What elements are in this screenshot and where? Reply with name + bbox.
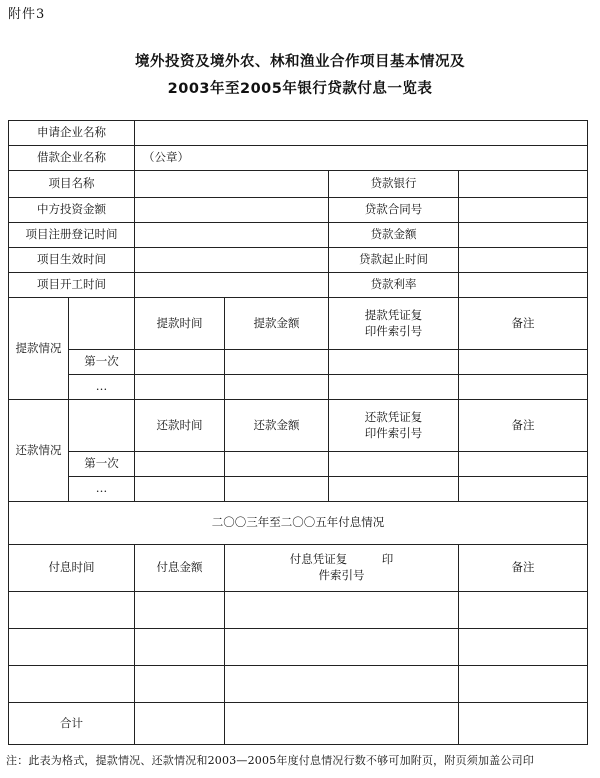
drawdown-header-blank xyxy=(69,298,135,350)
drawdown-col-remarks: 备注 xyxy=(459,298,588,350)
loan-period-value-cell[interactable] xyxy=(459,248,588,273)
interest-col-voucher: 付息凭证复 印 件索引号 xyxy=(225,545,459,592)
repayment-first-remarks-cell[interactable] xyxy=(459,452,588,477)
drawdown-more-amount-cell[interactable] xyxy=(225,375,329,400)
borrower-label: 借款企业名称 xyxy=(9,146,135,171)
drawdown-more-voucher-cell[interactable] xyxy=(329,375,459,400)
applicant-label: 申请企业名称 xyxy=(9,121,135,146)
repayment-first-voucher-cell[interactable] xyxy=(329,452,459,477)
loan-contract-label: 贷款合同号 xyxy=(329,198,459,223)
row-applicant xyxy=(9,121,588,146)
interest-2-voucher-cell[interactable] xyxy=(225,629,459,666)
row-effective-time xyxy=(9,248,588,273)
row-borrower xyxy=(9,146,588,171)
loan-rate-label: 贷款利率 xyxy=(329,273,459,298)
loan-period-label: 贷款起止时间 xyxy=(329,248,459,273)
drawdown-more-label: … xyxy=(69,375,135,400)
attachment-label: 附件3 xyxy=(8,7,46,22)
row-drawdown-header xyxy=(9,298,588,350)
interest-3-voucher-cell[interactable] xyxy=(225,666,459,703)
row-repayment-first xyxy=(9,452,588,477)
form-title-line2: 2003年至2005年银行贷款付息一览表 xyxy=(167,81,433,97)
row-interest-2 xyxy=(9,629,588,666)
start-time-label: 项目开工时间 xyxy=(9,273,135,298)
drawdown-first-remarks-cell[interactable] xyxy=(459,350,588,375)
repayment-col-amount: 还款金额 xyxy=(225,400,329,452)
drawdown-more-remarks-cell[interactable] xyxy=(459,375,588,400)
row-project-name xyxy=(9,171,588,198)
drawdown-more-time-cell[interactable] xyxy=(135,375,225,400)
repayment-first-time-cell[interactable] xyxy=(135,452,225,477)
form-title-line1: 境外投资及境外农、林和渔业合作项目基本情况及 xyxy=(135,54,465,70)
row-interest-3 xyxy=(9,666,588,703)
row-chinese-investment xyxy=(9,198,588,223)
interest-1-remarks-cell[interactable] xyxy=(459,592,588,629)
row-registration-time xyxy=(9,223,588,248)
row-start-time xyxy=(9,273,588,298)
applicant-value-cell[interactable] xyxy=(135,121,588,146)
repayment-more-label: … xyxy=(69,477,135,502)
interest-total-label: 合计 xyxy=(9,703,135,745)
interest-total-amount-cell[interactable] xyxy=(135,703,225,745)
interest-1-voucher-cell[interactable] xyxy=(225,592,459,629)
lending-bank-label: 贷款银行 xyxy=(329,171,459,198)
interest-total-remarks-cell[interactable] xyxy=(459,703,588,745)
row-interest-total xyxy=(9,703,588,745)
row-interest-title xyxy=(9,502,588,545)
interest-col-amount: 付息金额 xyxy=(135,545,225,592)
lending-bank-value-cell[interactable] xyxy=(459,171,588,198)
footnote: 注：此表为格式，提款情况、还款情况和2003—2005年度付息情况行数不够可加附页，附页须加盖公司印 xyxy=(6,754,534,767)
drawdown-first-amount-cell[interactable] xyxy=(225,350,329,375)
interest-total-voucher-cell[interactable] xyxy=(225,703,459,745)
repayment-more-time-cell[interactable] xyxy=(135,477,225,502)
project-name-label: 项目名称 xyxy=(9,171,135,198)
interest-1-amount-cell[interactable] xyxy=(135,592,225,629)
repayment-section-label: 还款情况 xyxy=(9,400,69,502)
effective-time-label: 项目生效时间 xyxy=(9,248,135,273)
interest-2-remarks-cell[interactable] xyxy=(459,629,588,666)
loan-contract-value-cell[interactable] xyxy=(459,198,588,223)
row-interest-header xyxy=(9,545,588,592)
repayment-first-label: 第一次 xyxy=(69,452,135,477)
loan-interest-form-table xyxy=(8,120,588,745)
project-name-value-cell[interactable] xyxy=(135,171,329,198)
repayment-col-voucher: 还款凭证复 印件索引号 xyxy=(329,400,459,452)
start-time-value-cell[interactable] xyxy=(135,273,329,298)
interest-2-amount-cell[interactable] xyxy=(135,629,225,666)
chinese-investment-value-cell[interactable] xyxy=(135,198,329,223)
registration-time-label: 项目注册登记时间 xyxy=(9,223,135,248)
loan-amount-label: 贷款金额 xyxy=(329,223,459,248)
interest-2-time-cell[interactable] xyxy=(9,629,135,666)
row-interest-1 xyxy=(9,592,588,629)
row-drawdown-more xyxy=(9,375,588,400)
interest-3-time-cell[interactable] xyxy=(9,666,135,703)
row-repayment-header xyxy=(9,400,588,452)
borrower-value-cell[interactable]: （公章） xyxy=(135,146,588,171)
drawdown-first-voucher-cell[interactable] xyxy=(329,350,459,375)
effective-time-value-cell[interactable] xyxy=(135,248,329,273)
repayment-col-time: 还款时间 xyxy=(135,400,225,452)
repayment-more-amount-cell[interactable] xyxy=(225,477,329,502)
loan-rate-value-cell[interactable] xyxy=(459,273,588,298)
registration-time-value-cell[interactable] xyxy=(135,223,329,248)
row-repayment-more xyxy=(9,477,588,502)
interest-section-title: 二〇〇三年至二〇〇五年付息情况 xyxy=(9,502,588,545)
drawdown-first-time-cell[interactable] xyxy=(135,350,225,375)
drawdown-col-amount: 提款金额 xyxy=(225,298,329,350)
repayment-more-remarks-cell[interactable] xyxy=(459,477,588,502)
drawdown-col-time: 提款时间 xyxy=(135,298,225,350)
interest-1-time-cell[interactable] xyxy=(9,592,135,629)
drawdown-section-label: 提款情况 xyxy=(9,298,69,400)
drawdown-col-voucher: 提款凭证复 印件索引号 xyxy=(329,298,459,350)
repayment-more-voucher-cell[interactable] xyxy=(329,477,459,502)
repayment-col-remarks: 备注 xyxy=(459,400,588,452)
interest-col-remarks: 备注 xyxy=(459,545,588,592)
row-drawdown-first xyxy=(9,350,588,375)
loan-amount-value-cell[interactable] xyxy=(459,223,588,248)
repayment-first-amount-cell[interactable] xyxy=(225,452,329,477)
interest-3-amount-cell[interactable] xyxy=(135,666,225,703)
drawdown-first-label: 第一次 xyxy=(69,350,135,375)
chinese-investment-label: 中方投资金额 xyxy=(9,198,135,223)
interest-col-time: 付息时间 xyxy=(9,545,135,592)
repayment-header-blank xyxy=(69,400,135,452)
interest-3-remarks-cell[interactable] xyxy=(459,666,588,703)
